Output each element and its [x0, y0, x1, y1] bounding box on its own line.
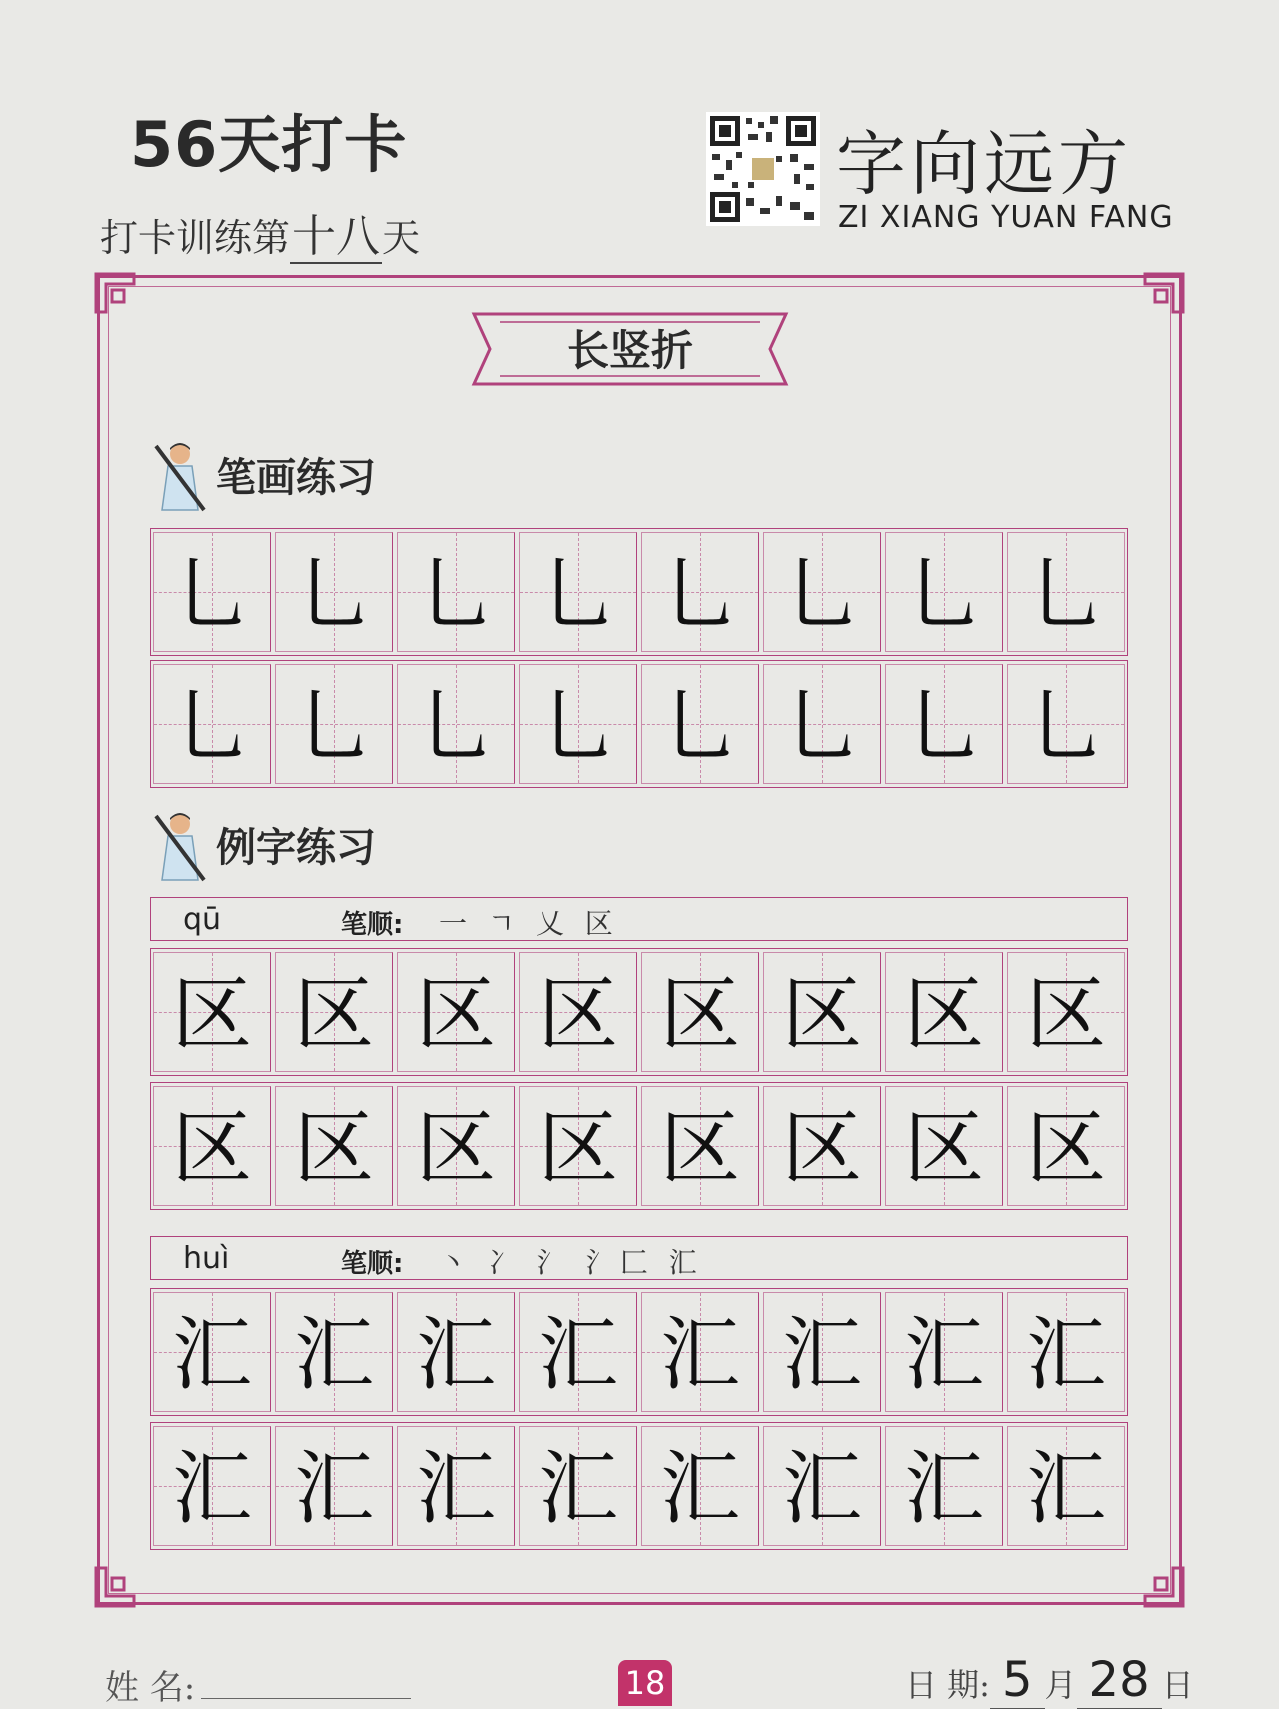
grid-cell[interactable]: [885, 1426, 1003, 1546]
stroke-glyph: 乚: [904, 548, 984, 641]
char1-glyph: 区: [904, 968, 984, 1061]
grid-cell[interactable]: [885, 664, 1003, 784]
stroke-glyph: 乚: [172, 680, 252, 773]
grid-cell[interactable]: [1007, 1426, 1125, 1546]
corner-ornament-bottom-right: [1133, 1556, 1185, 1608]
stroke-glyph: 乚: [782, 548, 862, 641]
grid-cell[interactable]: [1007, 952, 1125, 1072]
date-field: [905, 1652, 1194, 1709]
grid-cell[interactable]: [641, 1086, 759, 1206]
stroke-glyph: 乚: [660, 548, 740, 641]
grid-cell[interactable]: [519, 664, 637, 784]
grid-cell[interactable]: [153, 1086, 271, 1206]
grid-cell[interactable]: [1007, 1292, 1125, 1412]
char1-glyph: 区: [294, 968, 374, 1061]
char1-order-label: 笔顺:: [341, 910, 404, 940]
char2-pinyin: huì: [183, 1241, 230, 1276]
grid-cell[interactable]: [763, 532, 881, 652]
stroke-glyph: 乚: [904, 680, 984, 773]
char1-row-1: [150, 948, 1128, 1076]
grid-cell[interactable]: [641, 1426, 759, 1546]
grid-cell[interactable]: [275, 664, 393, 784]
stroke-glyph: 乚: [416, 548, 496, 641]
subtitle-prefix: 打卡训练第: [100, 216, 291, 260]
day-unit: 日: [1161, 1666, 1194, 1704]
char2-glyph: 汇: [294, 1308, 374, 1401]
grid-cell[interactable]: [885, 532, 1003, 652]
name-label: 姓 名:: [105, 1668, 196, 1708]
grid-cell[interactable]: [641, 532, 759, 652]
grid-cell[interactable]: [153, 1292, 271, 1412]
page-title: 56天打卡: [130, 108, 408, 181]
char1-info-bar: [150, 897, 1128, 941]
grid-cell[interactable]: [397, 952, 515, 1072]
stroke-glyph: 乚: [1026, 548, 1106, 641]
grid-cell[interactable]: [763, 1426, 881, 1546]
char2-stroke-order: 丶 冫 氵 氵匚 汇: [439, 1246, 703, 1279]
grid-cell[interactable]: [763, 1086, 881, 1206]
char1-glyph: 区: [416, 968, 496, 1061]
date-label: 日 期:: [905, 1666, 990, 1704]
grid-cell[interactable]: [275, 952, 393, 1072]
subtitle-day: 十八: [292, 211, 381, 262]
scholar-icon: [150, 810, 210, 882]
char1-glyph: 区: [172, 968, 252, 1061]
stroke-glyph: 乚: [660, 680, 740, 773]
grid-cell[interactable]: [763, 1292, 881, 1412]
grid-cell[interactable]: [397, 532, 515, 652]
char1-row-2: [150, 1082, 1128, 1210]
stroke-glyph: 乚: [416, 680, 496, 773]
char1-glyph: 区: [660, 1102, 740, 1195]
char1-glyph: 区: [538, 968, 618, 1061]
name-input-line[interactable]: [201, 1698, 411, 1699]
grid-cell[interactable]: [153, 532, 271, 652]
grid-cell[interactable]: [275, 1292, 393, 1412]
grid-cell[interactable]: [519, 1086, 637, 1206]
stroke-glyph: 乚: [1026, 680, 1106, 773]
char2-row-1: [150, 1288, 1128, 1416]
grid-cell[interactable]: [641, 1292, 759, 1412]
char2-glyph: 汇: [538, 1442, 618, 1535]
section-example-label: 例字练习: [216, 825, 376, 871]
char2-glyph: 汇: [172, 1308, 252, 1401]
char1-glyph: 区: [538, 1102, 618, 1195]
grid-cell[interactable]: [275, 1086, 393, 1206]
char2-glyph: 汇: [538, 1308, 618, 1401]
stroke-row-2: [150, 660, 1128, 788]
char1-glyph: 区: [904, 1102, 984, 1195]
date-month[interactable]: 5: [990, 1652, 1045, 1709]
char2-glyph: 汇: [294, 1442, 374, 1535]
checkin-subtitle: [100, 200, 420, 264]
corner-ornament-top-right: [1133, 272, 1185, 324]
grid-cell[interactable]: [885, 1086, 1003, 1206]
char2-glyph: 汇: [416, 1442, 496, 1535]
grid-cell[interactable]: [397, 1292, 515, 1412]
char2-glyph: 汇: [904, 1308, 984, 1401]
stroke-glyph: 乚: [782, 680, 862, 773]
char1-glyph: 区: [416, 1102, 496, 1195]
grid-cell[interactable]: [153, 664, 271, 784]
name-field: [105, 1660, 411, 1709]
grid-cell[interactable]: [763, 952, 881, 1072]
char1-glyph: 区: [660, 968, 740, 1061]
grid-cell[interactable]: [1007, 664, 1125, 784]
grid-cell[interactable]: [519, 1292, 637, 1412]
scholar-icon: [150, 440, 210, 512]
char1-pinyin: qū: [183, 902, 222, 937]
grid-cell[interactable]: [519, 532, 637, 652]
grid-cell[interactable]: [1007, 532, 1125, 652]
stroke-title: 长竖折: [566, 326, 693, 375]
grid-cell[interactable]: [641, 664, 759, 784]
grid-cell[interactable]: [397, 1426, 515, 1546]
date-day[interactable]: 28: [1077, 1652, 1162, 1709]
char2-glyph: 汇: [904, 1442, 984, 1535]
char1-glyph: 区: [782, 1102, 862, 1195]
char1-glyph: 区: [172, 1102, 252, 1195]
grid-cell[interactable]: [763, 664, 881, 784]
char2-glyph: 汇: [1026, 1308, 1106, 1401]
char2-info-bar: [150, 1236, 1128, 1280]
char2-glyph: 汇: [782, 1308, 862, 1401]
qr-code: [706, 112, 820, 226]
stroke-glyph: 乚: [294, 548, 374, 641]
grid-cell[interactable]: [275, 1426, 393, 1546]
char1-glyph: 区: [294, 1102, 374, 1195]
grid-cell[interactable]: [397, 1086, 515, 1206]
grid-cell[interactable]: [885, 1292, 1003, 1412]
char2-glyph: 汇: [782, 1442, 862, 1535]
grid-cell[interactable]: [885, 952, 1003, 1072]
brand-english: ZI XIANG YUAN FANG: [838, 200, 1174, 235]
grid-cell[interactable]: [153, 1426, 271, 1546]
stroke-row-1: [150, 528, 1128, 656]
char1-stroke-order: 一 ㄱ 乂 区: [439, 907, 619, 940]
grid-cell[interactable]: [641, 952, 759, 1072]
stroke-glyph: 乚: [538, 548, 618, 641]
brand-logo: 字向远方: [836, 123, 1132, 205]
grid-cell[interactable]: [1007, 1086, 1125, 1206]
char2-glyph: 汇: [172, 1442, 252, 1535]
grid-cell[interactable]: [153, 952, 271, 1072]
char2-glyph: 汇: [660, 1442, 740, 1535]
grid-cell[interactable]: [275, 532, 393, 652]
grid-cell[interactable]: [397, 664, 515, 784]
char1-glyph: 区: [1026, 1102, 1106, 1195]
page-number: 18: [618, 1660, 672, 1706]
char1-glyph: 区: [1026, 968, 1106, 1061]
char2-glyph: 汇: [416, 1308, 496, 1401]
month-unit: 月: [1044, 1666, 1077, 1704]
subtitle-suffix: 天: [382, 216, 421, 260]
stroke-glyph: 乚: [538, 680, 618, 773]
stroke-glyph: 乚: [172, 548, 252, 641]
stroke-glyph: 乚: [294, 680, 374, 773]
section-stroke-label: 笔画练习: [216, 455, 376, 501]
char2-row-2: [150, 1422, 1128, 1550]
corner-ornament-top-left: [94, 272, 146, 324]
grid-cell[interactable]: [519, 952, 637, 1072]
char2-glyph: 汇: [660, 1308, 740, 1401]
char2-glyph: 汇: [1026, 1442, 1106, 1535]
corner-ornament-bottom-left: [94, 1556, 146, 1608]
char1-glyph: 区: [782, 968, 862, 1061]
char2-order-label: 笔顺:: [341, 1249, 404, 1279]
grid-cell[interactable]: [519, 1426, 637, 1546]
